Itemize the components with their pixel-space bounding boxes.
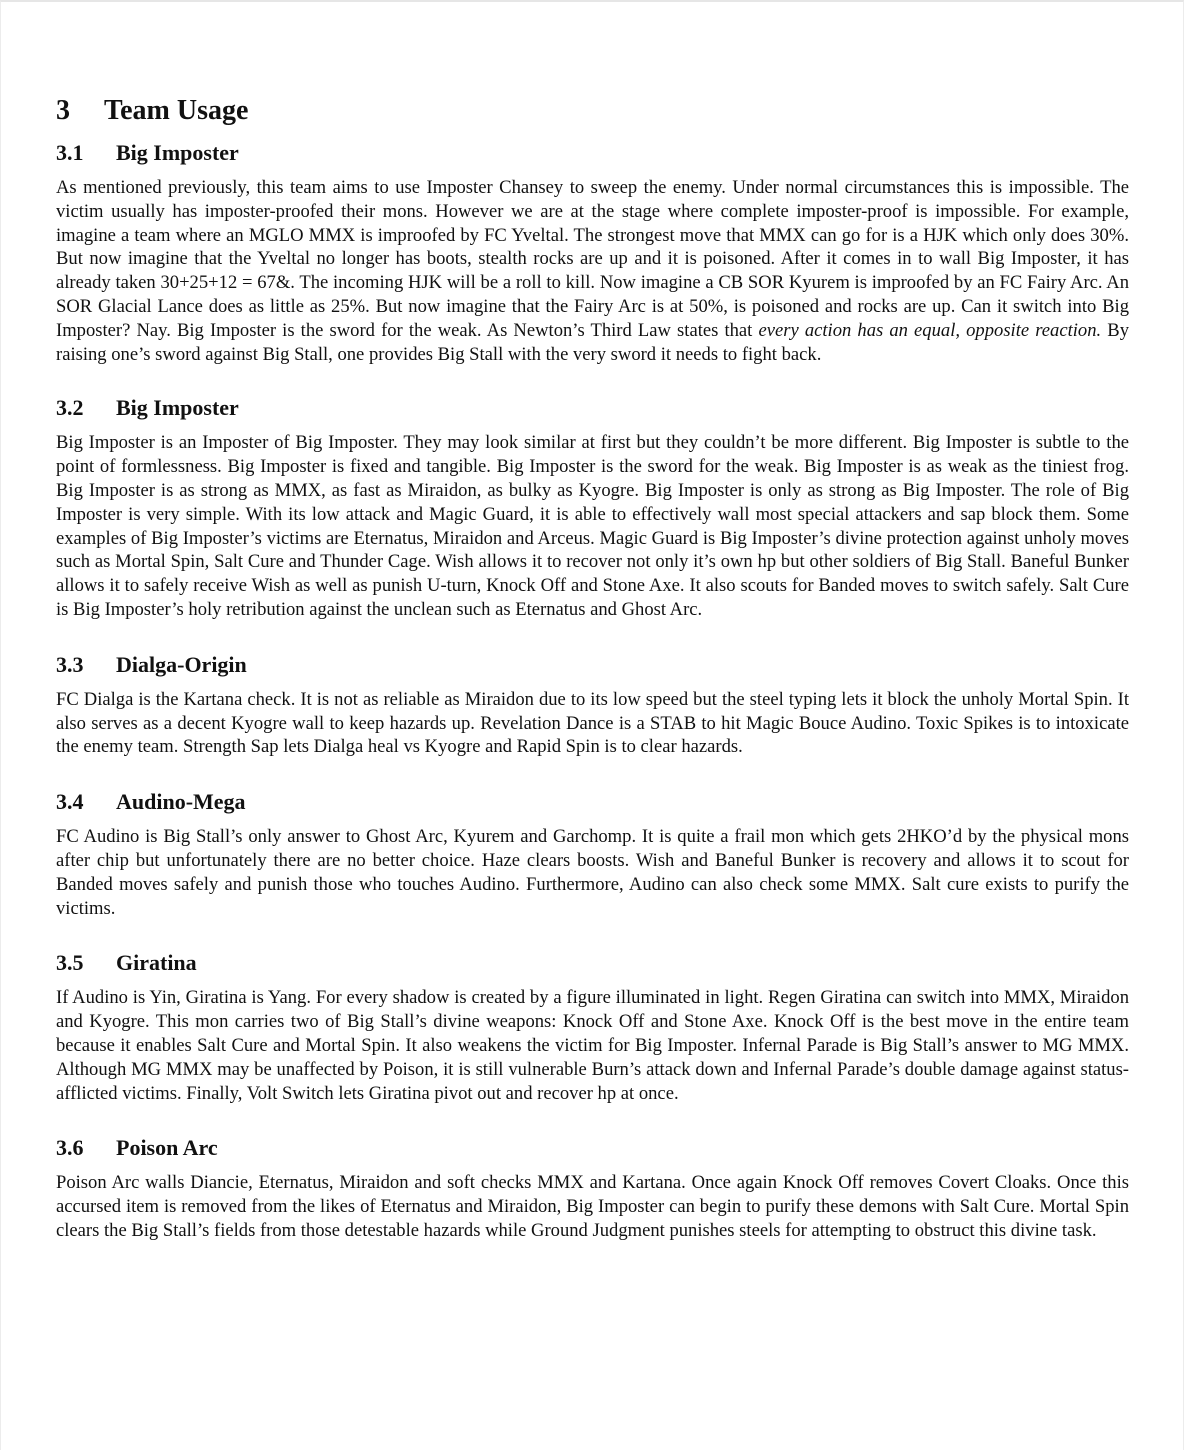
- section-paragraph: Big Imposter is an Imposter of Big Imposter. They may look similar at first but they couldn’t be more different. Big Imposter is subtle to the point of formlessness. Big Imposter is fixed and tangible. Big Imposter is the sword for the weak. Big Imposter is as weak as the tiniest frog. Big Imposter is as strong as MMX, as fast as Miraidon, as bulky as Kyogre. Big Imposter is only as strong as Big Imposter. The role of Big Imposter is very simple. With its low attack and Magic Guard, it is able to effectively wall most special attackers and sap block them. Some examples of Big Imposter’s victims are Eternatus, Miraidon and Arceus. Magic Guard is Big Imposter’s divine protection against unholy moves such as Mortal Spin, Salt Cure and Thunder Cage. Wish allows it to recover not only it’s own hp but other soldiers of Big Stall. Baneful Bunker allows it to safely receive Wish as well as punish U-turn, Knock Off and Stone Axe. It also scouts for Banded moves to switch safely. Salt Cure is Big Imposter’s holy retribution against the unclean such as Eternatus and Ghost Arc.: [56, 432, 1129, 620]
- section-dialga-origin: [56, 650, 1129, 759]
- section-number: 3.3: [56, 651, 84, 677]
- section-paragraph: FC Audino is Big Stall’s only answer to Ghost Arc, Kyurem and Garchomp. It is quite a frail mon which gets 2HKO’d by the physical mons after chip but unfortunately there are no better choice. Haze clears boosts. Wish and Baneful Bunker is recovery and allows it to scout for Banded moves safely and punish those who touches Audino. Furthermore, Audino can also check some MMX. Salt cure exists to purify the victims.: [56, 826, 1129, 919]
- paragraph-text: By raising one’s sword against Big Stall, one provides Big Stall with the very sword it needs to fight back.: [56, 319, 1129, 365]
- section-giratina: [56, 948, 1129, 1105]
- section-paragraph: Poison Arc walls Diancie, Eternatus, Miraidon and soft checks MMX and Kartana. Once again Knock Off removes Covert Cloaks. Once this accursed item is removed from the likes of Eternatus and Miraidon, Big Imposter can begin to purify these demons with Salt Cure. Mortal Spin clears the Big Stall’s fields from those detestable hazards while Ground Judgment punishes steels for attempting to obstruct this divine task.: [56, 1172, 1129, 1241]
- section-title: Giratina: [116, 950, 197, 976]
- chapter-number: 3: [56, 95, 70, 126]
- section-paragraph: If Audino is Yin, Giratina is Yang. For every shadow is created by a figure illuminated in light. Regen Giratina can switch into MMX, Miraidon and Kyogre. This mon carries two of Big Stall’s divine weapons: Knock Off and Stone Axe. Knock Off is the best move in the entire team because it enables Salt Cure and Mortal Spin. It also weakens the victim for Big Imposter. Infernal Parade is Big Stall’s answer to MG MMX. Although MG MMX may be unaffected by Poison, it is still vulnerable Burn’s attack down and Infernal Parade’s double damage against status-afflicted victims. Finally, Volt Switch lets Giratina pivot out and recover hp at once.: [56, 987, 1129, 1104]
- section-heading: [56, 1133, 1129, 1163]
- section-number: 3.2: [56, 395, 84, 421]
- section-number: 3.5: [56, 950, 84, 976]
- section-heading: [56, 393, 1129, 423]
- page-content: [56, 92, 1129, 1271]
- section-audino-mega: [56, 787, 1129, 920]
- paragraph-text: As mentioned previously, this team aims to use Imposter Chansey to sweep the enemy. Under normal circumstances this is impossible. The victim usually has imposter-proofed their mons. However we are at the stage where complete imposter-proof is impossible. For example, imagine a team where an MGLO MMX is improofed by FC Yveltal. The strongest move that MMX can go for is a HJK which only does 30%. But now imagine that the Yveltal no longer has boots, stealth rocks are up and it is poisoned. After it comes in to wall Big Imposter, it has already taken 30+25+12 = 67&. The incoming HJK will be a roll to kill. Now imagine a CB SOR Kyurem is improofed by an FC Fairy Arc. An SOR Glacial Lance does as little as 25%. But now imagine that the Fairy Arc is at 50%, is poisoned and rocks are up. Can it switch into Big Imposter? Nay. Big Imposter is the sword for the weak. As Newton’s Third Law states that: [56, 177, 1129, 341]
- chapter-title: Team Usage: [104, 95, 249, 126]
- section-big-imposter-2: [56, 393, 1129, 621]
- section-poison-arc: [56, 1133, 1129, 1242]
- section-title: Big Imposter: [116, 140, 239, 165]
- section-heading: [56, 787, 1129, 817]
- section-heading: [56, 650, 1129, 680]
- section-paragraph: FC Dialga is the Kartana check. It is not as reliable as Miraidon due to its low speed but the steel typing lets it block the unholy Mortal Spin. It also serves as a decent Kyogre wall to keep hazards up. Revelation Dance is a STAB to hit Magic Bouce Audino. Toxic Spikes is to intoxicate the enemy team. Strength Sap lets Dialga heal vs Kyogre and Rapid Spin is to clear hazards.: [56, 688, 1129, 758]
- section-title: Audino-Mega: [116, 789, 246, 815]
- section-heading: [56, 948, 1129, 978]
- section-paragraph: [56, 176, 1129, 366]
- section-title: Dialga-Origin: [116, 651, 247, 677]
- section-heading: [56, 138, 1129, 168]
- section-number: 3.1: [56, 140, 84, 165]
- chapter-heading: [56, 92, 1129, 130]
- section-title: Poison Arc: [116, 1135, 218, 1161]
- section-big-imposter: [56, 138, 1129, 366]
- section-number: 3.6: [56, 1135, 84, 1161]
- section-title: Big Imposter: [116, 395, 239, 421]
- emphasized-quote: every action has an equal, opposite reaction.: [758, 319, 1102, 341]
- section-number: 3.4: [56, 789, 84, 815]
